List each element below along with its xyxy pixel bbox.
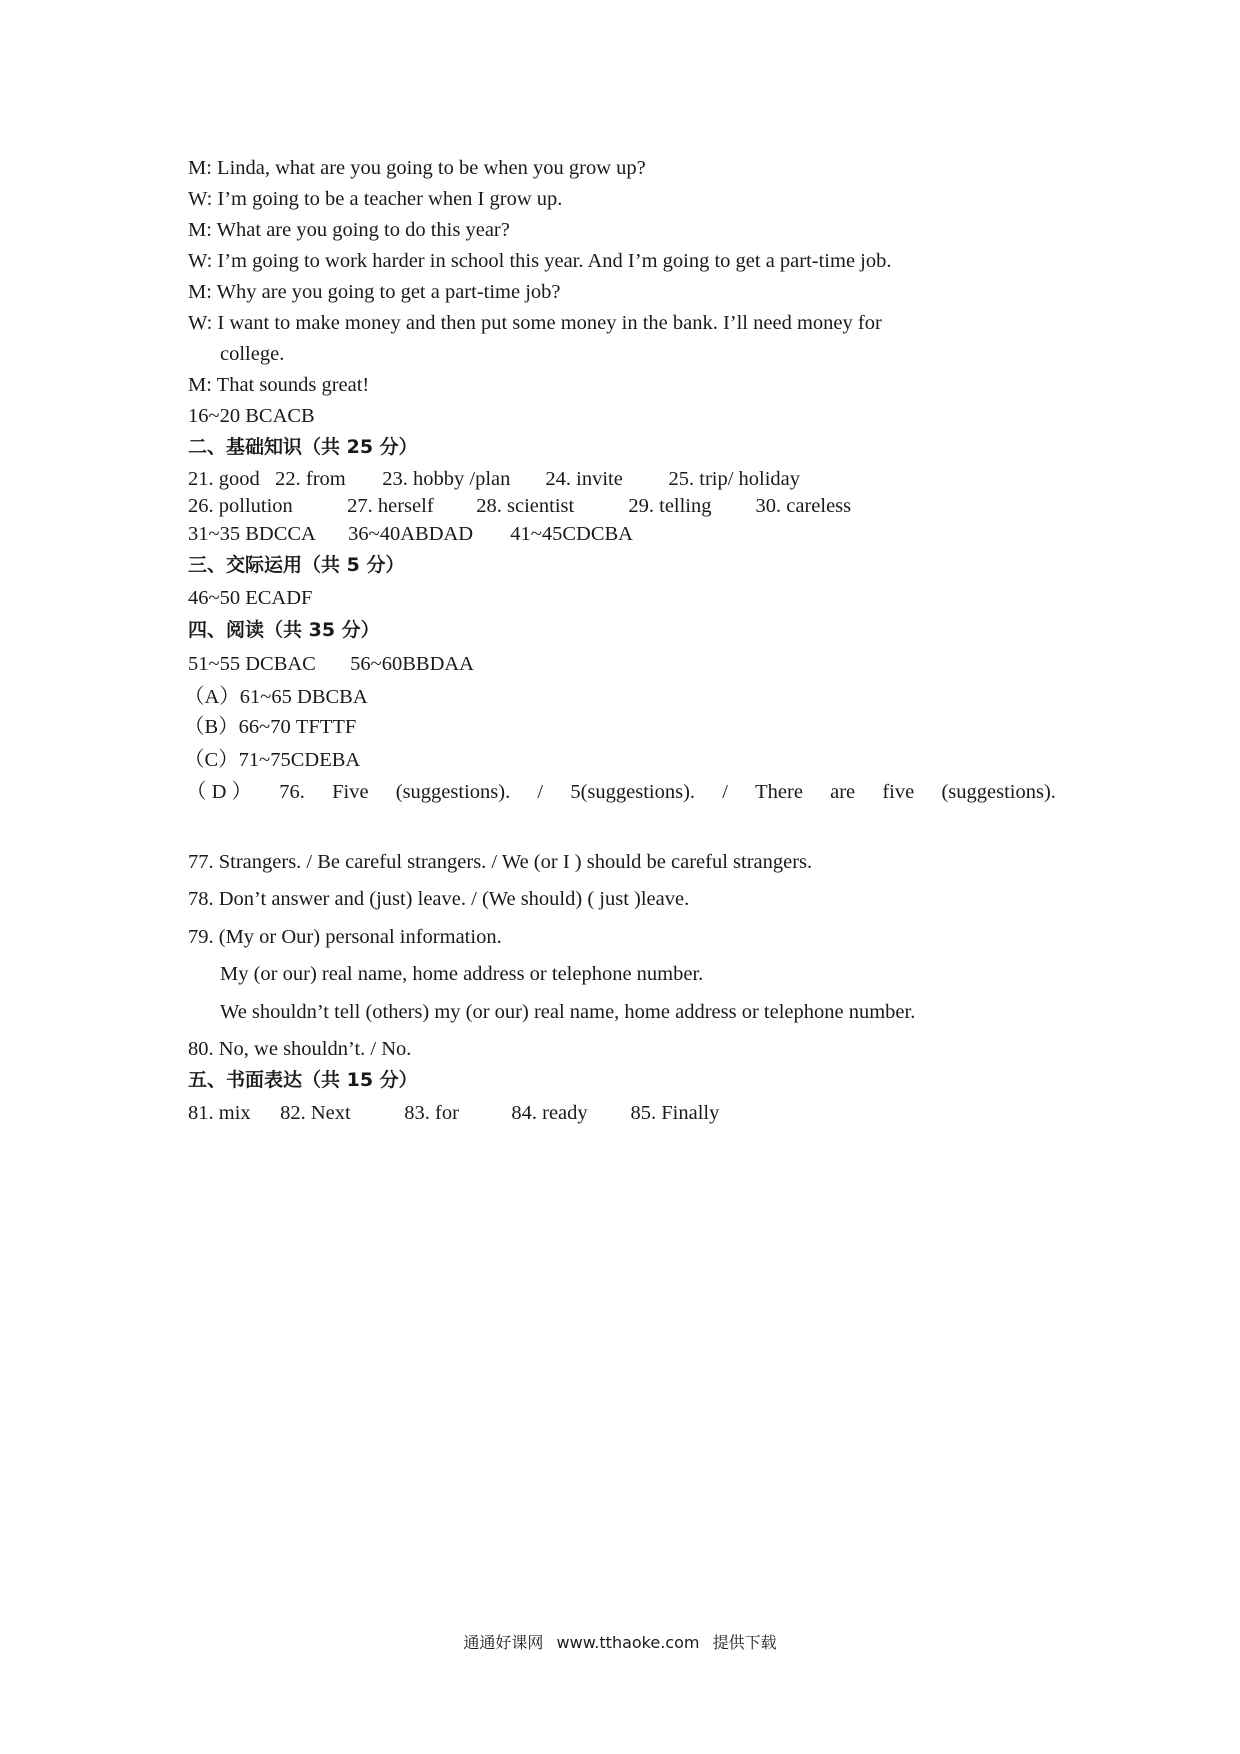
answer-fragment: 5(suggestions). <box>570 781 696 803</box>
section-2-row-1 <box>188 466 800 492</box>
passage-a-answers: （A）61~65 DBCBA <box>184 686 368 708</box>
answer-fragment: are <box>830 781 856 803</box>
answer-fragment: / <box>537 781 544 803</box>
answer-item: 81. mix <box>188 1102 251 1124</box>
section-5-heading: 五、书面表达（共 15 分） <box>188 1069 418 1091</box>
answer-77: 77. Strangers. / Be careful strangers. / We (or I ) should be careful strangers. <box>188 851 813 873</box>
section-3-answers: 46~50 ECADF <box>188 587 313 609</box>
answer-item: 23. hobby /plan <box>382 468 511 490</box>
answer-79-line-3: We shouldn’t tell (others) my (or our) real name, home address or telephone number. <box>220 1001 916 1023</box>
answer-fragment: There <box>755 781 803 803</box>
answer-item: 25. trip/ holiday <box>668 468 801 490</box>
dialogue-line: W: I’m going to work harder in school this year. And I’m going to get a part-time job. <box>188 250 892 272</box>
section-4-heading: 四、阅读（共 35 分） <box>188 619 380 641</box>
answers-16-20: 16~20 BCACB <box>188 405 315 427</box>
dialogue-line: M: Linda, what are you going to be when you grow up? <box>188 157 646 179</box>
answer-item: 85. Finally <box>630 1102 720 1124</box>
dialogue-line: college. <box>220 343 285 365</box>
answer-80: 80. No, we shouldn’t. / No. <box>188 1038 412 1060</box>
answer-item: 31~35 BDCCA <box>188 523 316 545</box>
section-4-row-1 <box>188 651 474 677</box>
dialogue-line: M: That sounds great! <box>188 374 370 396</box>
answer-fragment: (suggestions). <box>941 781 1056 803</box>
answer-79-line-1: 79. (My or Our) personal information. <box>188 926 502 948</box>
answer-item: 27. herself <box>347 495 434 517</box>
answer-fragment: 76. <box>279 781 305 803</box>
answer-fragment: （ D ） <box>186 781 253 803</box>
section-2-row-2 <box>188 493 851 519</box>
answer-fragment: / <box>722 781 728 803</box>
page-footer <box>0 1630 1240 1653</box>
answer-fragment: (suggestions). <box>395 781 511 803</box>
answer-item: 51~55 DCBAC <box>188 653 316 675</box>
footer-url[interactable]: www.tthaoke.com <box>556 1633 700 1652</box>
dialogue-line: M: What are you going to do this year? <box>188 219 510 241</box>
dialogue-line: W: I’m going to be a teacher when I grow up. <box>188 188 563 210</box>
answer-item: 84. ready <box>511 1102 588 1124</box>
footer-note: 提供下载 <box>712 1633 777 1652</box>
passage-b-answers: （B）66~70 TFTTF <box>184 716 357 738</box>
section-2-heading: 二、基础知识（共 25 分） <box>188 436 418 458</box>
answer-item: 21. good <box>188 468 260 490</box>
answer-item: 83. for <box>404 1102 459 1124</box>
answer-item: 36~40ABDAD <box>348 523 474 545</box>
dialogue-line: M: Why are you going to get a part-time job? <box>188 281 561 303</box>
footer-site-name: 通通好课网 <box>463 1633 544 1652</box>
section-2-row-3 <box>188 521 633 547</box>
answer-item: 29. telling <box>628 495 712 517</box>
answer-item: 82. Next <box>280 1102 351 1124</box>
passage-d-answer-76 <box>186 779 1056 805</box>
section-3-heading: 三、交际运用（共 5 分） <box>188 554 405 576</box>
answer-item: 28. scientist <box>476 495 575 517</box>
answer-fragment: Five <box>332 781 369 803</box>
answer-item: 26. pollution <box>188 495 293 517</box>
passage-c-answers: （C）71~75CDEBA <box>184 749 361 771</box>
answer-item: 30. careless <box>755 495 852 517</box>
answer-78: 78. Don’t answer and (just) leave. / (We should) ( just )leave. <box>188 888 690 910</box>
answer-fragment: five <box>882 781 915 803</box>
answer-item: 22. from <box>275 468 346 490</box>
section-5-row-1 <box>188 1100 719 1126</box>
answer-item: 41~45CDCBA <box>510 523 633 545</box>
answer-item: 24. invite <box>545 468 623 490</box>
answer-79-line-2: My (or our) real name, home address or telephone number. <box>220 963 704 985</box>
dialogue-line: W: I want to make money and then put some money in the bank. I’ll need money for <box>188 312 882 334</box>
answer-item: 56~60BBDAA <box>350 653 474 675</box>
